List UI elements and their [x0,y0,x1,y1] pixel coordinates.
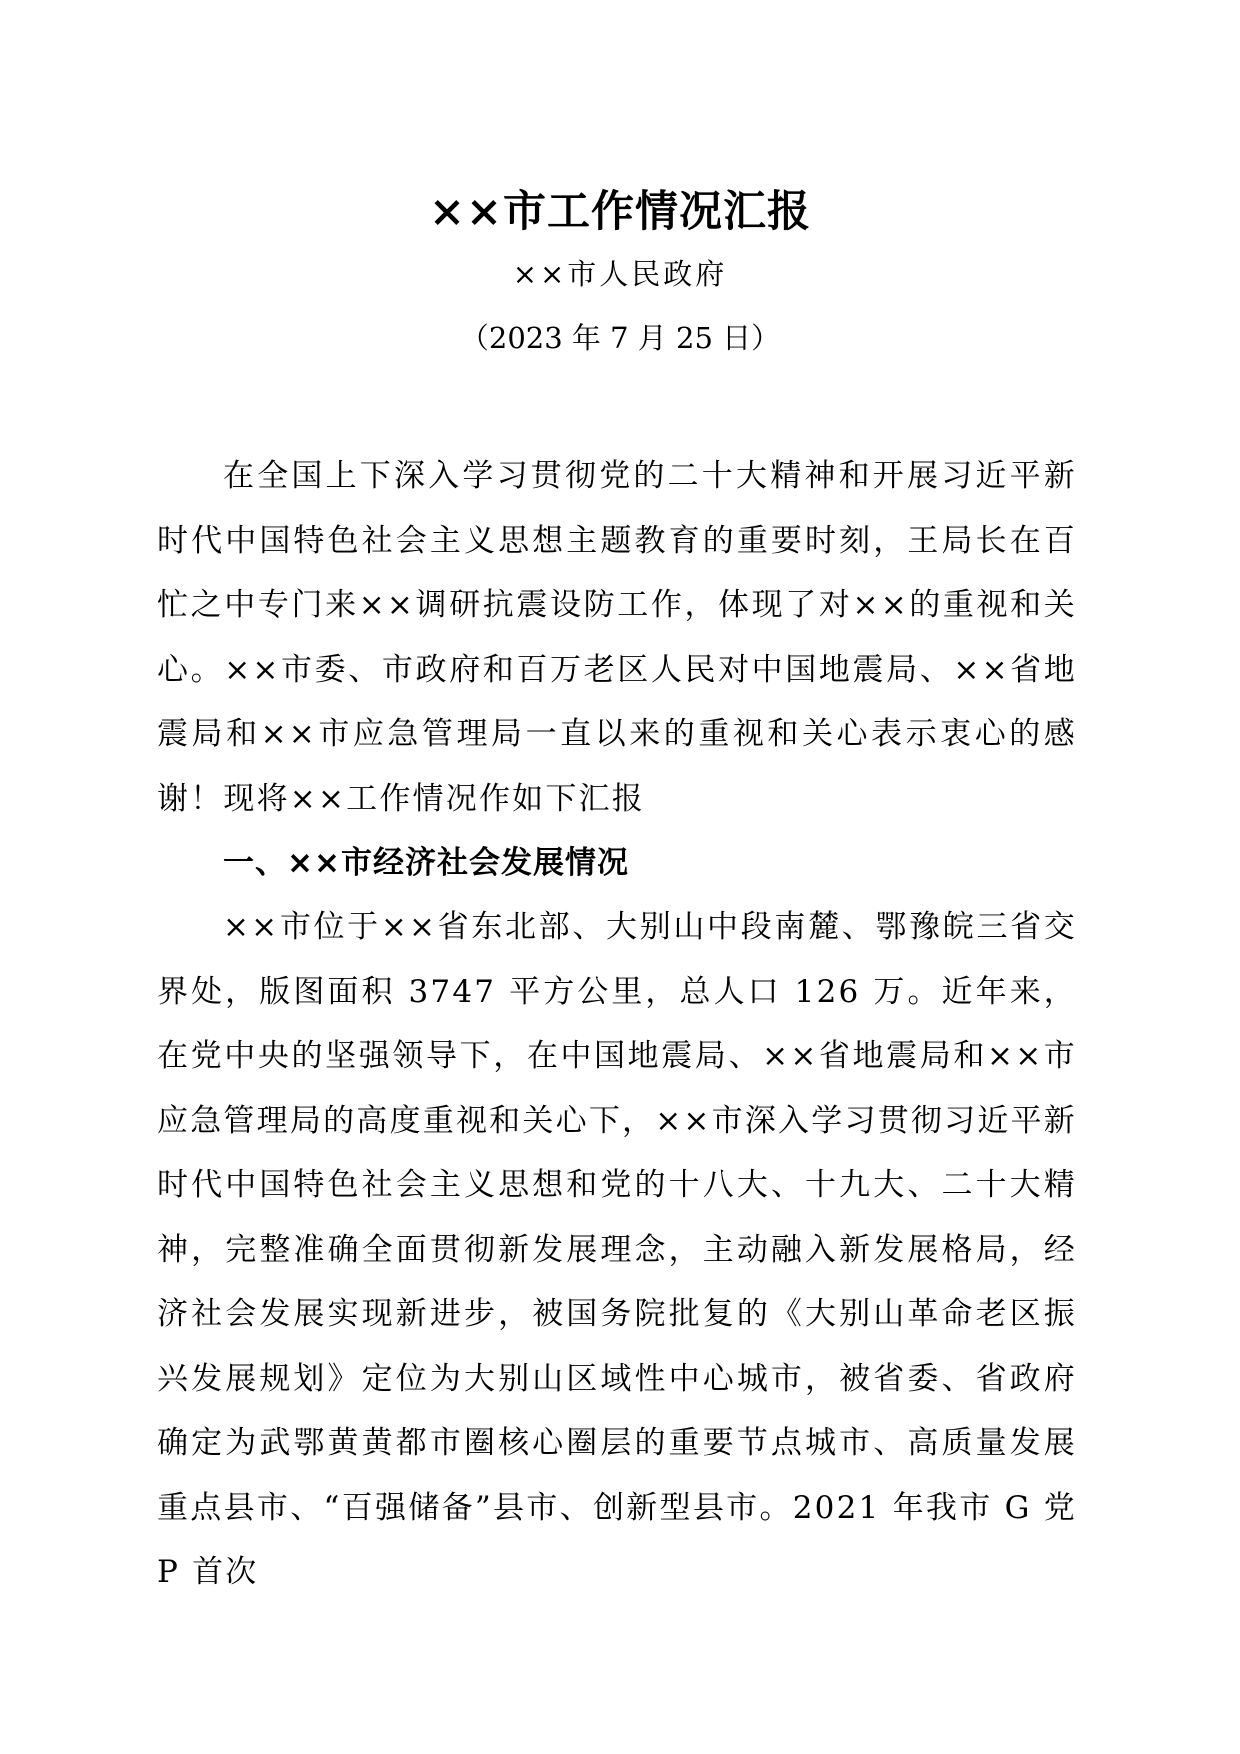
document-date: （2023 年 7 月 25 日） [459,321,781,355]
issuing-organization: ××市人民政府 [512,257,728,291]
document-title: ××市工作情况汇报 [428,187,812,237]
section-paragraph: ××市位于××省东北部、大别山中段南麓、鄂豫皖三省交界处，版图面积 3747 平方公里，总人口 126 万。近年来，在党中央的坚强领导下，在中国地震局、××省地震局和××市应急管理局的高度重视和关心下，××市深入学习贯彻习近平新时代中国特色社会主义思想和党的十八大、十九大、二十大精神，完整准确全面贯彻新发展理念，主动融入新发展格局，经济社会发展实现新进步，被国务院批复的《大别山革命老区振兴发展规划》定位为大别山区域性中心城市，被省委、省政府确定为武鄂黄黄都市圈核心圈层的重要节点城市、高质量发展重点县市、“百强储备”县市、创新型县市。2021 年我市 G 党 P 首次 [157,909,1077,1590]
section-heading: 一、××市经济社会发展情况 [223,845,629,881]
intro-paragraph: 在全国上下深入学习贯彻党的二十大精神和开展习近平新时代中国特色社会主义思想主题教育的重要时刻，王局长在百忙之中专门来××调研抗震设防工作，体现了对××的重视和关心。××市委、市政府和百万老区人民对中国地震局、××省地震局和××市应急管理局一直以来的重视和关心表示衷心的感谢！现将××工作情况作如下汇报 [157,458,1077,817]
